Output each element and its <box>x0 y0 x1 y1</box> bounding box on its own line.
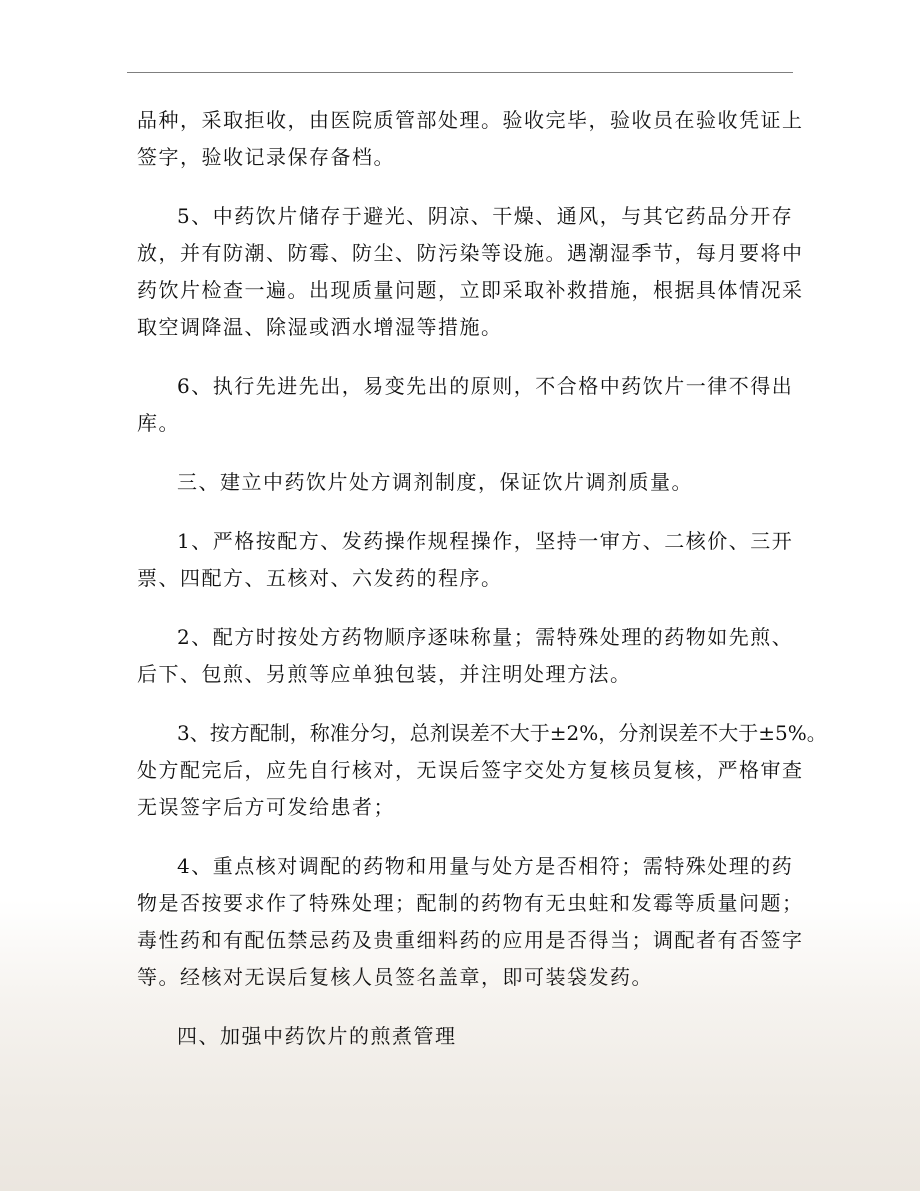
paragraph-item-5 <box>137 198 804 346</box>
text-line: 库。 <box>137 411 180 435</box>
text-line: 品种，采取拒收，由医院质管部处理。验收完毕，验收员在验收凭证上 <box>137 108 804 132</box>
section-heading-4 <box>137 1018 797 1055</box>
paragraph-item-3 <box>137 715 827 826</box>
text-line: 放，并有防潮、防霉、防尘、防污染等设施。遇潮湿季节，每月要将中 <box>137 241 804 265</box>
text-line: 等。经核对无误后复核人员签名盖章，即可装袋发药。 <box>137 965 653 989</box>
paragraph-item-6 <box>137 368 797 442</box>
paragraph-item-4 <box>137 848 804 996</box>
text-line: 3、按方配制，称准分匀，总剂误差不大于±2%，分剂误差不大于±5%。 <box>177 721 827 745</box>
section-heading-3 <box>137 464 797 501</box>
text-line: 物是否按要求作了特殊处理；配制的药物有无虫蛀和发霉等质量问题； <box>137 891 804 915</box>
text-line: 药饮片检查一遍。出现质量问题，立即采取补救措施，根据具体情况采 <box>137 278 804 302</box>
text-line: 4、重点核对调配的药物和用量与处方是否相符；需特殊处理的药 <box>177 854 794 878</box>
text-line: 2、配方时按处方药物顺序逐味称量；需特殊处理的药物如先煎、 <box>177 625 794 649</box>
text-line: 毒性药和有配伍禁忌药及贵重细料药的应用是否得当；调配者有否签字 <box>137 928 804 952</box>
text-line: 1、严格按配方、发药操作规程操作，坚持一审方、二核价、三开 <box>177 529 794 553</box>
text-line: 签字，验收记录保存备档。 <box>137 145 395 169</box>
header-rule <box>127 72 793 73</box>
paragraph-item-1 <box>137 523 797 597</box>
text-line: 三、建立中药饮片处方调剂制度，保证饮片调剂质量。 <box>177 470 693 494</box>
text-line: 处方配完后，应先自行核对，无误后签字交处方复核员复核，严格审查 <box>137 758 804 782</box>
text-line: 票、四配方、五核对、六发药的程序。 <box>137 566 503 590</box>
text-line: 6、执行先进先出，易变先出的原则，不合格中药饮片一律不得出 <box>177 374 794 398</box>
paragraph-continuation <box>137 102 804 176</box>
text-line: 无误签字后方可发给患者； <box>137 795 395 819</box>
text-line: 四、加强中药饮片的煎煮管理 <box>177 1024 457 1048</box>
document-body <box>137 102 827 1077</box>
text-line: 后下、包煎、另煎等应单独包装，并注明处理方法。 <box>137 662 632 686</box>
paragraph-item-2 <box>137 619 797 693</box>
text-line: 取空调降温、除湿或洒水增湿等措施。 <box>137 315 503 339</box>
text-line: 5、中药饮片储存于避光、阴凉、干燥、通风，与其它药品分开存 <box>177 204 794 228</box>
